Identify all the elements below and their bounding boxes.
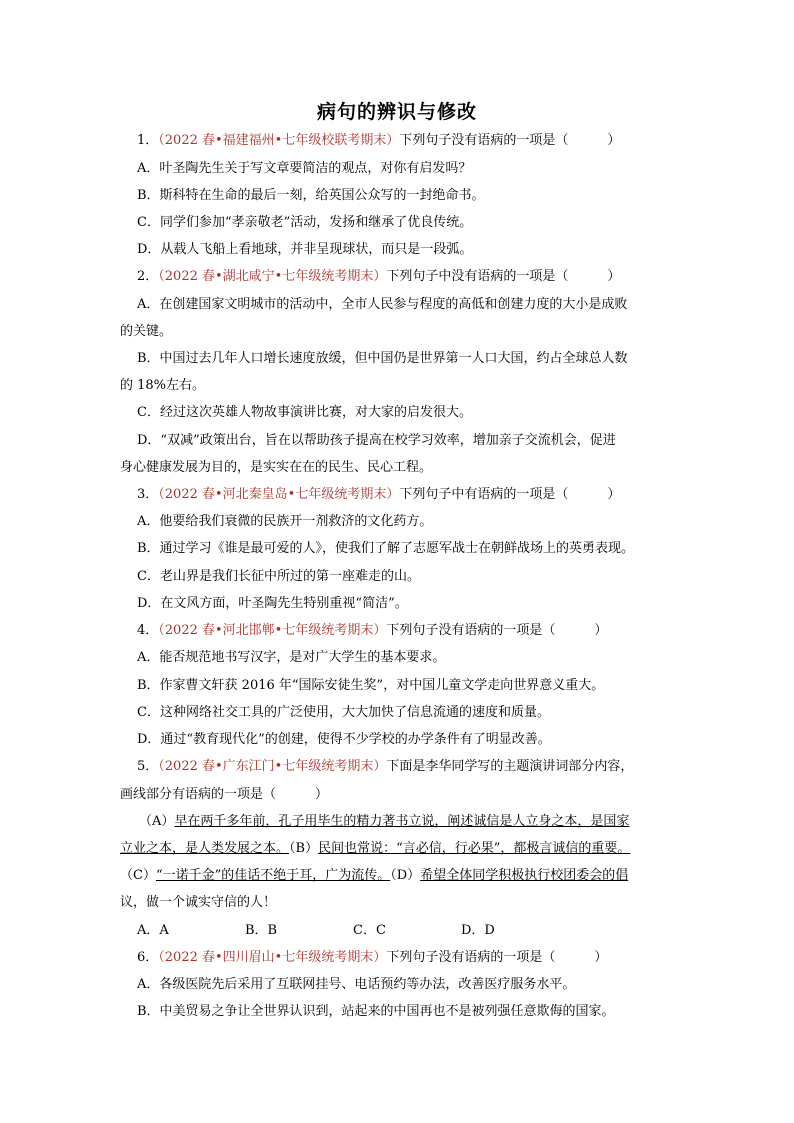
option-a-continued: 的关键。 <box>120 324 173 339</box>
option-b: B．斯科特在生命的最后一刻，给英国公众写的一封绝命书。 <box>137 188 485 203</box>
option-c: C．C <box>353 923 386 938</box>
option-d: D．从载人飞船上看地球，并非呈现球状，而只是一段弧。 <box>137 242 473 257</box>
option-c: C．老山界是我们长征中所过的第一座难走的山。 <box>137 569 420 584</box>
option-d: D．“双减”政策出台，旨在以帮助孩子提高在校学习效率，增加亲子交流机会，促进 <box>137 433 616 448</box>
question-4-stem <box>137 622 607 640</box>
question-number: 2． <box>137 269 159 284</box>
underlined-sentence-d: 希望全体同学积极执行校团委会的倡 <box>420 868 629 883</box>
answer-options <box>137 922 569 940</box>
question-6-stem <box>137 949 607 967</box>
question-source: （2022 春•福建福州•七年级校联考期末） <box>158 133 400 148</box>
passage-marker-d: （D） <box>390 868 421 883</box>
question-text: 下列句子中有语病的一项是（ ） <box>399 487 621 502</box>
question-text: 下列句子没有语病的一项是（ ） <box>399 133 621 148</box>
question-source: （2022 春•河北秦皇岛•七年级统考期末） <box>158 487 400 502</box>
underlined-sentence-b: 民间也常说：“言必信，行必果”，都极言诚信的重要。 <box>318 841 631 856</box>
question-number: 4． <box>137 623 159 638</box>
passage-marker-b: （B） <box>289 841 319 856</box>
option-b: B．B <box>245 923 278 938</box>
option-a: A．在创建国家文明城市的活动中，全市人民参与程度的高低和创建力度的大小是成败 <box>137 297 628 312</box>
question-text: 下面是李华同学写的主题演讲词部分内容， <box>386 759 634 774</box>
question-text: 下列句子没有语病的一项是（ ） <box>386 623 608 638</box>
passage-line-4: 议，做一个诚实守信的人！ <box>120 895 277 910</box>
option-d: D．在文风方面，叶圣陶先生特别重视“简洁”。 <box>137 596 408 611</box>
option-b: B．作家曹文轩获 2016 年“国际安徒生奖”，对中国儿童文学走向世界意义重大。 <box>137 678 605 693</box>
option-a: A．能否规范地书写汉字，是对广大学生的基本要求。 <box>137 650 446 665</box>
passage-marker-c: （C） <box>120 868 156 883</box>
option-d: D．D <box>461 923 495 938</box>
question-3-stem <box>137 486 620 504</box>
option-c: C．经过这次英雄人物故事演讲比赛，对大家的启发很大。 <box>137 405 472 420</box>
option-b: B．中美贸易之争让全世界认识到，站起来的中国再也不是被列强任意欺侮的国家。 <box>137 1004 615 1019</box>
passage-marker-a: （A） <box>139 814 175 829</box>
option-b-continued: 的 18%左右。 <box>120 378 206 393</box>
option-c: C．这种网络社交工具的广泛使用，大大加快了信息流通的速度和质量。 <box>137 705 550 720</box>
question-number: 5． <box>137 759 159 774</box>
question-1-stem <box>137 132 620 150</box>
passage-line-3 <box>120 867 628 885</box>
option-b: B．通过学习《谁是最可爱的人》，使我们了解了志愿军战士在朝鲜战场上的英勇表现。 <box>137 541 635 556</box>
option-a: A．他要给我们衰微的民族开一剂救济的文化药方。 <box>137 514 433 529</box>
question-number: 6． <box>137 950 159 965</box>
option-a: A．各级医院先后采用了互联网挂号、电话预约等办法，改善医疗服务水平。 <box>137 977 576 992</box>
passage-line-2 <box>120 840 630 858</box>
question-5-stem <box>137 758 633 776</box>
question-2-stem <box>137 268 620 286</box>
question-source: （2022 春•河北邯郸•七年级统考期末） <box>158 623 387 638</box>
question-5-stem-continued: 画线部分有语病的一项是（ ） <box>120 787 329 802</box>
question-source: （2022 春•广东江门•七年级统考期末） <box>158 759 387 774</box>
option-a: A．叶圣陶先生关于写文章要简洁的观点，对你有启发吗？ <box>137 161 472 176</box>
passage-line-1 <box>139 813 629 831</box>
option-c: C．同学们参加“孝亲敬老”活动，发扬和继承了优良传统。 <box>137 215 473 230</box>
option-a: A．A <box>137 923 169 938</box>
question-source: （2022 春•四川眉山•七年级统考期末） <box>158 950 387 965</box>
option-b: B．中国过去几年人口增长速度放缓，但中国仍是世界第一人口大国，约占全球总人数 <box>137 351 628 366</box>
question-text: 下列句子没有语病的一项是（ ） <box>386 950 608 965</box>
underlined-sentence-a: 早在两千多年前，孔子用毕生的精力著书立说，阐述诚信是人立身之本，是国家 <box>174 814 630 829</box>
question-text: 下列句子中没有语病的一项是（ ） <box>386 269 621 284</box>
option-d: D．通过“教育现代化”的创建，使得不少学校的办学条件有了明显改善。 <box>137 732 551 747</box>
page-title: 病句的辨识与修改 <box>316 101 477 123</box>
option-d-continued: 身心健康发展为目的，是实实在在的民生、民心工程。 <box>120 460 433 475</box>
question-number: 3． <box>137 487 159 502</box>
underlined-sentence-a-continued: 立业之本，是人类发展之本。 <box>120 841 290 856</box>
question-number: 1． <box>137 133 159 148</box>
underlined-sentence-c: “一诺千金”的佳话不绝于耳，广为流传。 <box>155 868 391 883</box>
question-source: （2022 春•湖北咸宁•七年级统考期末） <box>158 269 387 284</box>
